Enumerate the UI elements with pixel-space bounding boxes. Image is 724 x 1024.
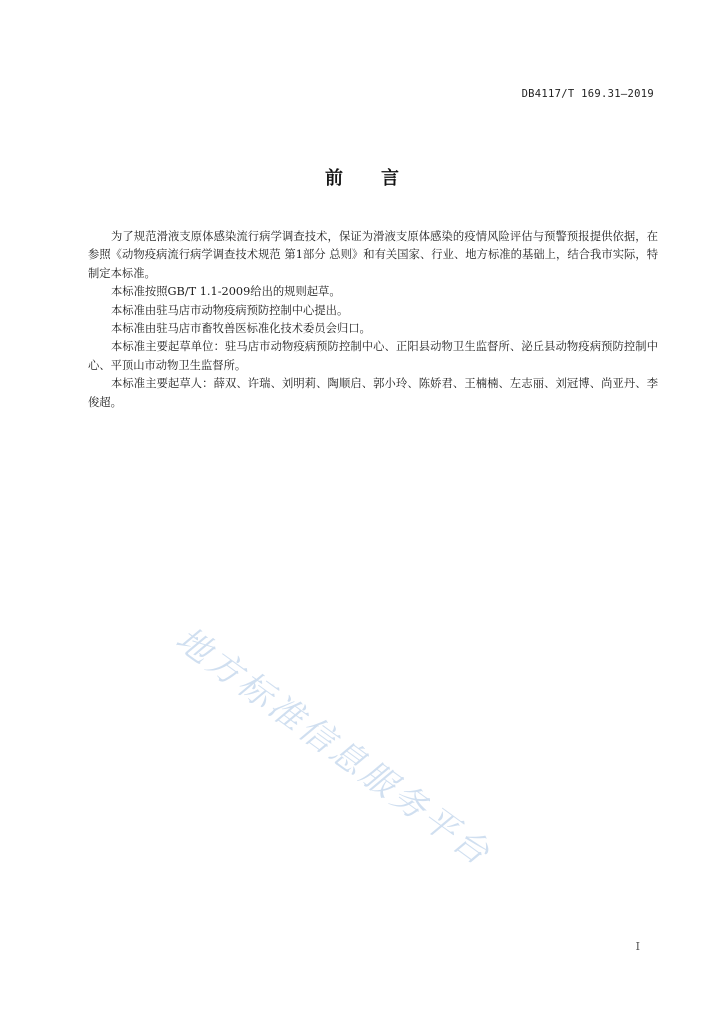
paragraph-responsible-committee: 本标准由驻马店市畜牧兽医标准化技术委员会归口。 — [111, 322, 371, 336]
page-number: I — [635, 940, 640, 953]
document-code: DB4117/T 169.31—2019 — [521, 88, 654, 100]
paragraph-drafting-units: 本标准主要起草单位：驻马店市动物疫病预防控制中心、正阳县动物卫生监督所、泌丘县动物疫病预防控制中心、平顶山市动物卫生监督所。 — [88, 340, 658, 372]
page-title: 前言 — [325, 168, 437, 189]
watermark-text: 地方标准信息服务平台 — [168, 619, 500, 875]
paragraph-purpose: 为了规范滑液支原体感染流行病学调查技术，保证为滑液支原体感染的疫情风险评估与预警预报提供依据，在参照《动物疫病流行病学调查技术规范 第1部分 总则》和有关国家、行业、地方标准的基础上，结合我市实际，特制定本标准。 — [88, 230, 658, 280]
paragraph-drafters: 本标准主要起草人：薛双、许瑞、刘明莉、陶顺启、郭小玲、陈娇君、王楠楠、左志丽、刘冠博、尚亚丹、李俊超。 — [88, 377, 658, 409]
foreword-body — [88, 228, 658, 412]
paragraph-proposer: 本标准由驻马店市动物疫病预防控制中心提出。 — [111, 303, 349, 317]
paragraph-drafting-rules: 本标准按照GB/T 1.1-2009给出的规则起草。 — [111, 285, 341, 299]
